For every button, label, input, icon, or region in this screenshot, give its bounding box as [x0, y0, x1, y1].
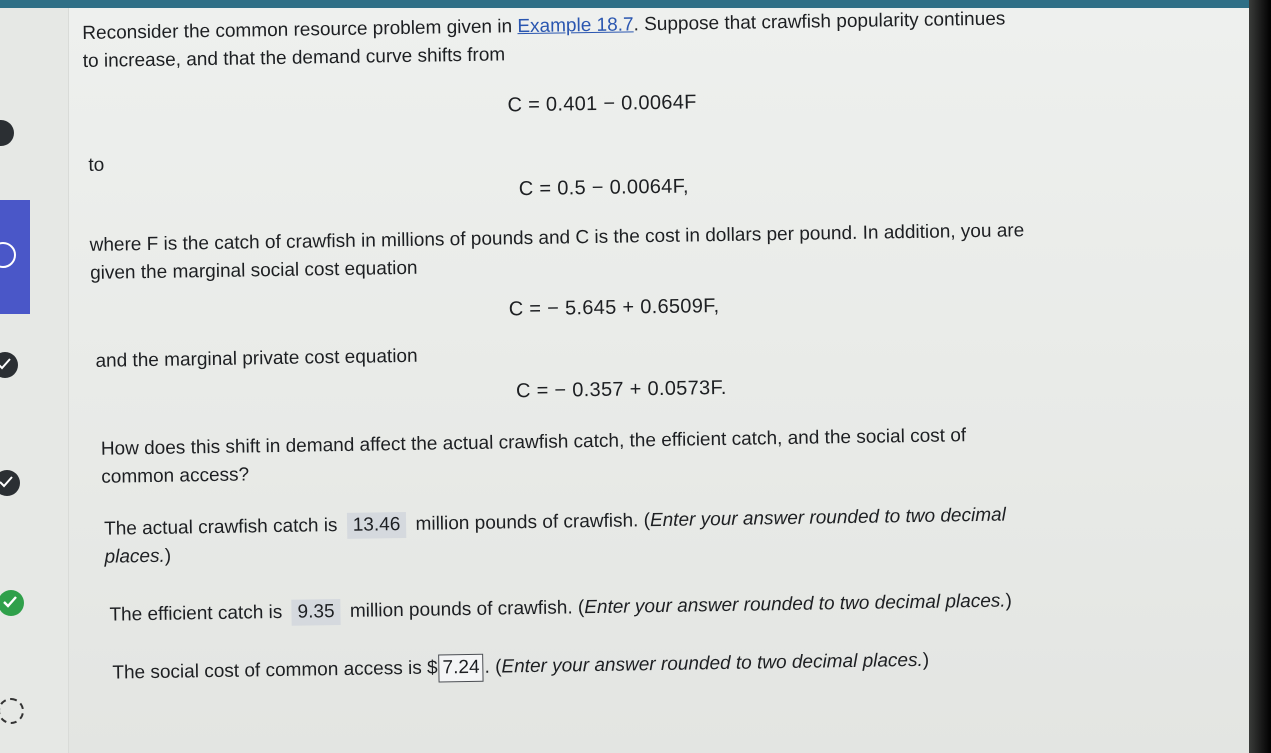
correct-question-icon[interactable] — [0, 590, 24, 616]
actual-catch-answer-row — [104, 499, 1145, 571]
current-question-indicator[interactable] — [0, 200, 30, 314]
problem-intro — [82, 4, 1123, 76]
social-cost-units: . ( — [484, 656, 502, 678]
actual-catch-input[interactable]: 13.46 — [347, 512, 407, 539]
efficient-catch-hint-close: ) — [1005, 590, 1013, 612]
question-navigator — [0, 8, 69, 753]
screen-bezel — [1249, 0, 1271, 753]
where-line-1: where F is the catch of crawfish in millions of pounds and C is the cost in dollars per pound. In addition, you are — [89, 220, 1025, 256]
question-status-icon[interactable] — [0, 120, 14, 146]
intro-text: Reconsider the common resource problem given in — [82, 16, 518, 44]
check-icon — [0, 357, 12, 371]
where-paragraph — [89, 216, 1130, 288]
actual-catch-units: million pounds of crawfish. ( — [415, 510, 651, 535]
question-text — [101, 419, 1142, 491]
social-cost-answer-row — [112, 643, 1152, 687]
social-cost-input[interactable]: 7.24 — [438, 654, 483, 683]
social-cost-hint-close: ) — [922, 649, 930, 671]
actual-catch-hint: Enter your answer rounded to two decimal — [649, 504, 1007, 532]
social-cost-hint: Enter your answer rounded to two decimal places. — [501, 649, 923, 678]
marginal-private-cost-equation: C = − 0.357 + 0.0573F. — [515, 376, 727, 403]
mpc-intro: and the marginal private cost equation — [95, 345, 418, 372]
efficient-catch-answer-row — [109, 585, 1149, 629]
answered-question-icon[interactable] — [0, 470, 20, 496]
check-icon — [0, 475, 14, 489]
example-link[interactable]: Example 18.7 — [517, 14, 634, 38]
efficient-catch-hint: Enter your answer rounded to two decimal places. — [584, 590, 1006, 619]
current-question-icon — [0, 242, 16, 268]
question-line-2: common access? — [101, 464, 250, 488]
intro-line-2: to increase, and that the demand curve shifts from — [82, 44, 506, 72]
demand-equation-new: C = 0.5 − 0.0064F, — [518, 175, 689, 201]
efficient-catch-input[interactable]: 9.35 — [291, 599, 340, 626]
social-cost-label: The social cost of common access is $ — [112, 657, 438, 684]
efficient-catch-units: million pounds of crawfish. ( — [349, 597, 585, 622]
where-line-2: given the marginal social cost equation — [89, 257, 418, 284]
actual-catch-hint-close: ) — [164, 545, 172, 567]
intro-text-continued: . Suppose that crawfish popularity continues — [633, 8, 1006, 36]
to-word: to — [88, 154, 105, 176]
answered-question-icon[interactable] — [0, 352, 18, 378]
question-line-1: How does this shift in demand affect the actual crawfish catch, the efficient catch, and the social cost of — [100, 425, 967, 460]
actual-catch-hint-line-2: places. — [104, 545, 165, 568]
demand-equation-old: C = 0.401 − 0.0064F — [507, 91, 697, 117]
unanswered-question-icon[interactable] — [0, 698, 24, 724]
efficient-catch-label: The efficient catch is — [109, 601, 283, 626]
marginal-social-cost-equation: C = − 5.645 + 0.6509F, — [508, 295, 720, 321]
check-icon — [2, 595, 18, 609]
actual-catch-label: The actual crawfish catch is — [103, 515, 338, 540]
